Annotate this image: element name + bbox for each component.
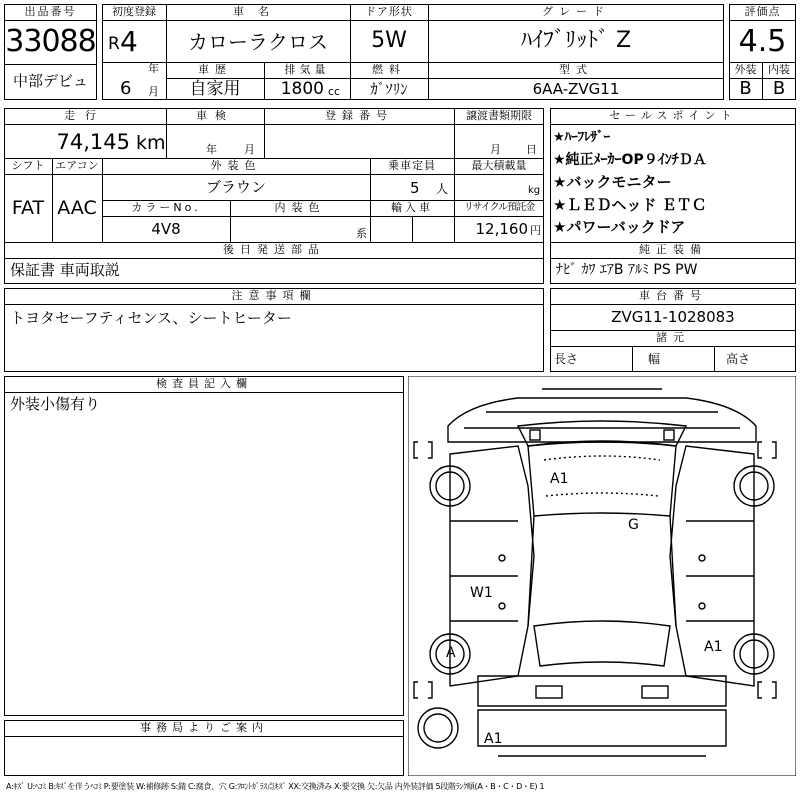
first-reg-month: 6 bbox=[120, 78, 132, 99]
legend: A:ｷｽﾞ U:ﾍｺﾐ B:ｷｽﾞを伴うﾍｺﾐ P:要塗装 W:補修跡 S:錆 C:腐食、穴 G:ﾌﾛﾝﾄｶﾞﾗｽ点ｷｽﾞ XX:交換済み X:要交換 欠:欠品 内外装評価 5段階ﾗﾝｸ順(A・B・C・D・E) 1 bbox=[6, 782, 545, 791]
import-label: 輸入車 bbox=[391, 201, 433, 214]
score: 4.5 bbox=[738, 24, 787, 59]
car-name: カローラクロス bbox=[188, 30, 328, 54]
width-label: 幅 bbox=[648, 352, 661, 366]
office-label: 事務局よりご案内 bbox=[140, 721, 268, 734]
mark-left-door: W1 bbox=[470, 585, 493, 601]
capacity-label: 乗車定員 bbox=[388, 159, 436, 172]
interior-score: B bbox=[772, 78, 786, 99]
ac-label: エアコン bbox=[55, 159, 99, 172]
capacity: 5 bbox=[410, 179, 420, 197]
exterior-label: 外装 bbox=[734, 63, 757, 76]
height-label: 高さ bbox=[726, 352, 751, 366]
inspector-box bbox=[4, 376, 404, 716]
spec-label: 諸元 bbox=[656, 331, 690, 344]
inspection-month-unit: 月 bbox=[244, 143, 255, 156]
mileage: 74,145 bbox=[56, 130, 130, 154]
chassis-label: 車台番号 bbox=[639, 289, 707, 302]
mark-roof: A1 bbox=[550, 471, 569, 487]
era: R bbox=[108, 34, 120, 54]
model-label: 型式 bbox=[559, 63, 593, 76]
parts: 保証書 車両取説 bbox=[10, 261, 120, 279]
int-color-unit: 系 bbox=[356, 227, 367, 240]
car-inspection-diagram bbox=[408, 376, 796, 776]
car-name-label: 車名 bbox=[233, 5, 283, 18]
chassis-number: ZVG11-1028083 bbox=[611, 308, 735, 326]
sales-point-item: ★バックモニター bbox=[553, 173, 672, 191]
capacity-unit: 人 bbox=[436, 182, 449, 196]
sales-point-item: ★ＬＥＤヘッド ＥＴＣ bbox=[553, 196, 707, 214]
inspector-notes: 外装小傷有り bbox=[10, 395, 101, 413]
exterior-score: B bbox=[739, 78, 752, 99]
fuel-label: 燃料 bbox=[372, 63, 406, 76]
mark-bottom-left: A1 bbox=[484, 731, 503, 747]
transfer-day-unit: 日 bbox=[526, 143, 537, 156]
inspector-label: 検査員記入欄 bbox=[156, 377, 252, 390]
displacement: 1800 bbox=[280, 79, 324, 99]
sales-point-item: ★ﾊｰﾌﾚｻﾞｰ bbox=[553, 130, 611, 145]
transfer-doc-label: 譲渡書類期限 bbox=[466, 109, 532, 122]
inspection-year-unit: 年 bbox=[206, 143, 217, 156]
mark-rear-right: A1 bbox=[704, 639, 723, 655]
sales-points-label: セールスポイント bbox=[609, 109, 737, 122]
load-unit: kg bbox=[528, 185, 541, 196]
grade: ﾊｲﾌﾞﾘｯﾄﾞ Z bbox=[520, 28, 632, 53]
recycle-label: リサイクル預託金 bbox=[463, 202, 535, 213]
shift: FAT bbox=[11, 197, 45, 219]
load-label: 最大積載量 bbox=[471, 159, 527, 172]
door-type: 5W bbox=[371, 28, 407, 53]
model: 6AA-ZVG11 bbox=[532, 80, 620, 98]
mileage-unit: km bbox=[136, 132, 166, 154]
displacement-label: 排気量 bbox=[284, 63, 330, 76]
score-label: 評価点 bbox=[744, 5, 781, 18]
fuel: ｶﾞｿﾘﾝ bbox=[370, 80, 408, 98]
lot-number-label: 出品番号 bbox=[24, 5, 77, 18]
recycle-unit: 円 bbox=[530, 224, 541, 237]
inspection-label: 車検 bbox=[196, 109, 234, 122]
lot-number: 33088 bbox=[5, 24, 96, 59]
reg-number-label: 登録番号 bbox=[325, 109, 393, 122]
color-no-label: カラーNo. bbox=[131, 201, 201, 214]
ext-color-label: 外装色 bbox=[210, 159, 262, 172]
branch-name: 中部デビュ bbox=[12, 72, 88, 90]
mileage-label: 走行 bbox=[64, 109, 106, 122]
first-reg-label: 初度登録 bbox=[112, 5, 156, 18]
grade-label: グレード bbox=[542, 5, 610, 18]
ac: AAC bbox=[57, 197, 97, 219]
displacement-unit: cc bbox=[328, 85, 341, 98]
equipment: ﾅﾋﾞ ｶﾜ ｴｱB ｱﾙﾐ PS PW bbox=[556, 262, 698, 278]
parts-label: 後日発送部品 bbox=[223, 243, 325, 256]
color-no: 4V8 bbox=[151, 220, 181, 238]
first-reg-year: 4 bbox=[120, 25, 138, 58]
sales-point-item: ★純正ﾒｰｶｰOP９ｲﾝﾁＤＡ bbox=[553, 152, 707, 168]
month-unit: 月 bbox=[148, 85, 159, 98]
int-color-label: 内装色 bbox=[274, 201, 326, 214]
equipment-label: 純正装備 bbox=[639, 243, 707, 256]
notes-label: 注意事項欄 bbox=[231, 289, 317, 302]
transfer-month-unit: 月 bbox=[490, 143, 501, 156]
length-label: 長さ bbox=[554, 352, 579, 366]
history: 自家用 bbox=[189, 79, 241, 99]
sales-point-item: ★パワーバックドア bbox=[553, 218, 686, 236]
year-unit: 年 bbox=[148, 62, 159, 75]
interior-label: 内装 bbox=[768, 63, 790, 76]
history-label: 車歴 bbox=[198, 63, 232, 76]
notes: トヨタセーフティセンス、シートヒーター bbox=[10, 309, 292, 327]
door-label: ドア形状 bbox=[365, 5, 413, 18]
shift-label: シフト bbox=[11, 159, 45, 172]
mark-front-left-wheel: A bbox=[446, 645, 456, 661]
recycle-amount: 12,160 bbox=[475, 220, 528, 238]
mark-glass: G bbox=[628, 517, 639, 533]
ext-color: ブラウン bbox=[205, 178, 266, 196]
